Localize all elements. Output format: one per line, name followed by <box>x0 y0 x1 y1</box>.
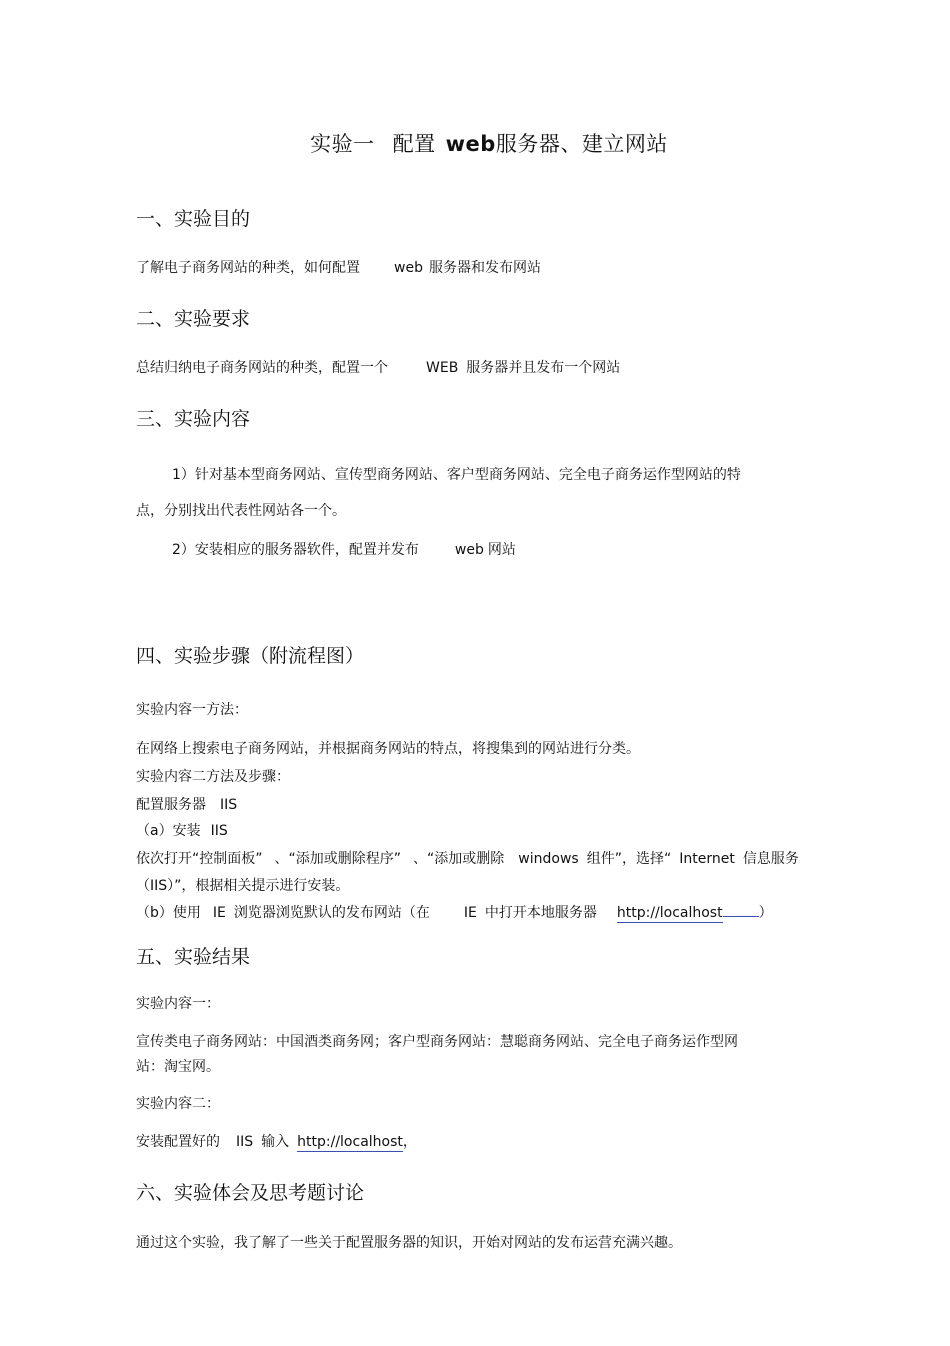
content-item-2: 2）安装相应的服务器软件，配置并发布 web 网站 <box>172 542 516 558</box>
result-2-text: 安装配置好的 IIS 输入 http://localhost， <box>136 1134 417 1150</box>
method-2-label: 实验内容二方法及步骤： <box>136 769 290 785</box>
result-1-label: 实验内容一： <box>136 996 220 1012</box>
purpose-text: 了解电子商务网站的种类，如何配置 web 服务器和发布网站 <box>136 260 541 276</box>
section-heading-steps: 四、实验步骤（附流程图） <box>136 645 365 667</box>
install-iis-text: （a）安装 IIS <box>136 823 228 839</box>
title-part: 实验一 <box>310 132 375 156</box>
content-item-1-line-1: 1）针对基本型商务网站、宣传型商务网站、客户型商务网站、完全电子商务运作型网站的特 <box>172 467 741 483</box>
section-heading-content: 三、实验内容 <box>136 408 251 430</box>
install-steps-line-1: 依次打开“控制面板” 、“添加或删除程序” 、“添加或删除 windows 组件”，选择“ Internet 信息服务 <box>136 851 799 867</box>
result-2-label: 实验内容二： <box>136 1096 220 1112</box>
title-part: web <box>445 132 496 156</box>
content-item-1-line-2: 点，分别找出代表性网站各一个。 <box>136 503 346 519</box>
method-1-text: 在网络上搜索电子商务网站，并根据商务网站的特点，将搜集到的网站进行分类。 <box>136 741 640 757</box>
title-part: 服务器、建立网站 <box>495 132 668 156</box>
localhost-link[interactable]: http://localhost <box>616 905 723 921</box>
section-heading-results: 五、实验结果 <box>136 946 251 968</box>
section-heading-purpose: 一、实验目的 <box>136 208 251 230</box>
result-1-line-1: 宣传类电子商务网站：中国酒类商务网；客户型商务网站：慧聪商务网站、完全电子商务运作型网 <box>136 1034 738 1050</box>
requirements-text: 总结归纳电子商务网站的种类，配置一个 WEB 服务器并且发布一个网站 <box>136 360 621 376</box>
reflection-text: 通过这个实验，我了解了一些关于配置服务器的知识，开始对网站的发布运营充满兴趣。 <box>136 1235 682 1251</box>
install-steps-line-2: （IIS）”，根据相关提示进行安装。 <box>136 878 350 894</box>
document-title <box>0 128 950 158</box>
section-heading-reflection: 六、实验体会及思考题讨论 <box>136 1182 365 1204</box>
localhost-link[interactable]: http://localhost <box>297 1134 403 1150</box>
title-part: 配置 <box>392 132 436 156</box>
method-1-label: 实验内容一方法： <box>136 702 248 718</box>
browse-localhost-text: （b）使用 IE 浏览器浏览默认的发布网站（在 IE 中打开本地服务器 http://localhost ） <box>136 905 773 921</box>
section-heading-requirements: 二、实验要求 <box>136 308 251 330</box>
result-1-line-2: 站：淘宝网。 <box>136 1059 220 1075</box>
config-server-text: 配置服务器 IIS <box>136 797 238 813</box>
